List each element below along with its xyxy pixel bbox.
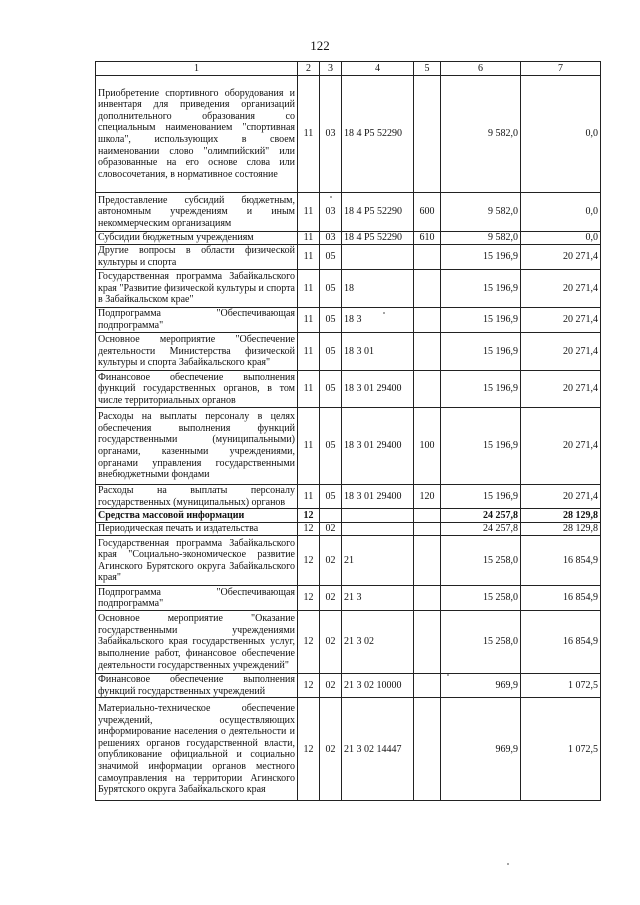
cell-name: Финансовое обеспечение выполнения функций государственных учреждений (96, 674, 298, 698)
cell-name: Государственная программа Забайкальского края "Развитие физической культуры и спорта в Забайкальском крае" (96, 270, 298, 308)
cell-sec: 12 (298, 509, 320, 523)
cell-y2: 20 271,4 (521, 333, 601, 371)
column-header: 7 (521, 62, 601, 76)
page-number: 122 (310, 38, 330, 53)
cell-y1: 15 196,9 (441, 270, 521, 308)
cell-y2: 20 271,4 (521, 485, 601, 509)
table-row (96, 308, 601, 333)
cell-target: 18 4 P5 52290 (342, 76, 414, 193)
cell-y1: 969,9 (441, 674, 521, 698)
cell-type (414, 586, 441, 611)
cell-y1: 969,9 (441, 698, 521, 801)
table-row (96, 193, 601, 232)
budget-table (95, 61, 601, 801)
cell-target: 21 (342, 536, 414, 586)
cell-sec: 11 (298, 333, 320, 371)
cell-sub: 03 (320, 193, 342, 232)
cell-sub: 05 (320, 408, 342, 485)
cell-y2: 28 129,8 (521, 523, 601, 536)
cell-y1: 15 196,9 (441, 308, 521, 333)
cell-sec: 11 (298, 245, 320, 270)
cell-target: 18 3 01 29400 (342, 371, 414, 408)
cell-sec: 11 (298, 76, 320, 193)
cell-y2: 0,0 (521, 193, 601, 232)
cell-sub: 05 (320, 308, 342, 333)
cell-y1: 9 582,0 (441, 232, 521, 245)
table-row (96, 536, 601, 586)
cell-target (342, 509, 414, 523)
cell-sub: 02 (320, 698, 342, 801)
cell-sub: 05 (320, 333, 342, 371)
cell-sec: 12 (298, 586, 320, 611)
cell-y1: 24 257,8 (441, 523, 521, 536)
cell-name: Приобретение спортивного оборудования и инвентаря для приведения организаций дополнительного образования со специальным наименованием "спортивная школа", использующих в своем наименовании слово "олимпийский" или образованные на его основе слова или словосочетания, в нормативное состояние (96, 76, 298, 193)
cell-target: 21 3 02 (342, 611, 414, 674)
cell-name: Средства массовой информации (96, 509, 298, 523)
cell-sub: 05 (320, 270, 342, 308)
cell-type (414, 523, 441, 536)
cell-sub: 05 (320, 485, 342, 509)
cell-type (414, 371, 441, 408)
scan-speck (507, 863, 509, 865)
cell-name: Предоставление субсидий бюджетным, автономным учреждениям и иным некоммерческим организациям (96, 193, 298, 232)
table-row (96, 408, 601, 485)
cell-target: 21 3 02 10000 (342, 674, 414, 698)
table-body (96, 76, 601, 801)
table-row (96, 485, 601, 509)
cell-name: Периодическая печать и издательства (96, 523, 298, 536)
cell-type: 610 (414, 232, 441, 245)
cell-y1: 15 258,0 (441, 611, 521, 674)
cell-y1: 15 196,9 (441, 245, 521, 270)
cell-sub: 02 (320, 586, 342, 611)
cell-sub: 05 (320, 245, 342, 270)
cell-sec: 12 (298, 536, 320, 586)
cell-name: Расходы на выплаты персоналу государственных (муниципальных) органов (96, 485, 298, 509)
cell-sub: 03 (320, 232, 342, 245)
cell-sec: 11 (298, 193, 320, 232)
cell-y2: 20 271,4 (521, 270, 601, 308)
column-number-row (96, 62, 601, 76)
scan-speck (330, 196, 332, 198)
cell-sec: 11 (298, 270, 320, 308)
cell-name: Финансовое обеспечение выполнения функций государственных органов, в том числе территориальных органов (96, 371, 298, 408)
cell-sec: 11 (298, 408, 320, 485)
column-header: 4 (342, 62, 414, 76)
cell-sec: 12 (298, 611, 320, 674)
cell-type (414, 536, 441, 586)
table-row (96, 245, 601, 270)
cell-target: 18 3 01 29400 (342, 485, 414, 509)
cell-y1: 9 582,0 (441, 193, 521, 232)
cell-type (414, 674, 441, 698)
scan-speck (447, 674, 449, 676)
cell-type (414, 270, 441, 308)
cell-y2: 1 072,5 (521, 674, 601, 698)
table-row (96, 698, 601, 801)
cell-y1: 15 196,9 (441, 485, 521, 509)
table-row (96, 674, 601, 698)
cell-target (342, 523, 414, 536)
cell-type (414, 76, 441, 193)
cell-target: 18 (342, 270, 414, 308)
cell-type: 100 (414, 408, 441, 485)
cell-y1: 24 257,8 (441, 509, 521, 523)
table-row (96, 586, 601, 611)
table-row (96, 76, 601, 193)
cell-sub (320, 509, 342, 523)
cell-name: Основное мероприятие "Оказание государственными учреждениями Забайкальского края государственных услуг, выполнение работ, финансовое обеспечение деятельности государственных учреждений" (96, 611, 298, 674)
cell-sec: 11 (298, 232, 320, 245)
cell-name: Подпрограмма "Обеспечивающая подпрограмма" (96, 586, 298, 611)
cell-sub: 02 (320, 523, 342, 536)
cell-y2: 0,0 (521, 232, 601, 245)
table-row (96, 371, 601, 408)
cell-type (414, 245, 441, 270)
cell-sub: 02 (320, 611, 342, 674)
column-header: 5 (414, 62, 441, 76)
cell-type (414, 611, 441, 674)
cell-y2: 20 271,4 (521, 308, 601, 333)
cell-target: 18 4 P5 52290 (342, 193, 414, 232)
cell-sec: 11 (298, 485, 320, 509)
cell-sec: 12 (298, 674, 320, 698)
cell-y2: 16 854,9 (521, 586, 601, 611)
cell-y1: 9 582,0 (441, 76, 521, 193)
cell-y2: 20 271,4 (521, 371, 601, 408)
cell-target: 18 3 01 29400 (342, 408, 414, 485)
cell-target: 18 3 01 (342, 333, 414, 371)
column-header: 1 (96, 62, 298, 76)
cell-sub: 03 (320, 76, 342, 193)
cell-type (414, 308, 441, 333)
cell-y2: 16 854,9 (521, 611, 601, 674)
cell-y2: 16 854,9 (521, 536, 601, 586)
table-row (96, 333, 601, 371)
cell-name: Расходы на выплаты персоналу в целях обеспечения выполнения функций государственными (муниципальными) органами, казенными учреждениями, органами управления государственными внебюджетными фондами (96, 408, 298, 485)
cell-y1: 15 196,9 (441, 408, 521, 485)
cell-sec: 12 (298, 698, 320, 801)
column-header: 6 (441, 62, 521, 76)
cell-sub: 05 (320, 371, 342, 408)
cell-name: Материально-техническое обеспечение учреждений, осуществляющих информирование населения о деятельности и решениях органов государственной власти, опубликование официальной и социально значимой информации органов местного самоуправления на территории Агинского Бурятского округа Забайкальского края (96, 698, 298, 801)
table-row (96, 270, 601, 308)
column-header: 2 (298, 62, 320, 76)
cell-name: Субсидии бюджетным учреждениям (96, 232, 298, 245)
cell-sec: 12 (298, 523, 320, 536)
cell-sec: 11 (298, 371, 320, 408)
column-header: 3 (320, 62, 342, 76)
cell-sec: 11 (298, 308, 320, 333)
cell-target: 21 3 02 14447 (342, 698, 414, 801)
cell-name: Подпрограмма "Обеспечивающая подпрограмма" (96, 308, 298, 333)
cell-target: 18 3 (342, 308, 414, 333)
cell-target: 18 4 P5 52290 (342, 232, 414, 245)
cell-y1: 15 196,9 (441, 333, 521, 371)
cell-y1: 15 196,9 (441, 371, 521, 408)
table-row (96, 232, 601, 245)
cell-type: 120 (414, 485, 441, 509)
scan-speck (383, 312, 385, 314)
table-row (96, 523, 601, 536)
cell-name: Государственная программа Забайкальского края "Социально-экономическое развитие Агинского Бурятского округа Забайкальского края" (96, 536, 298, 586)
cell-y2: 20 271,4 (521, 408, 601, 485)
cell-name: Основное мероприятие "Обеспечение деятельности Министерства физической культуры и спорта Забайкальского края" (96, 333, 298, 371)
table-row (96, 509, 601, 523)
cell-y2: 28 129,8 (521, 509, 601, 523)
cell-target: 21 3 (342, 586, 414, 611)
cell-target (342, 245, 414, 270)
cell-sub: 02 (320, 674, 342, 698)
table-row (96, 611, 601, 674)
cell-type (414, 333, 441, 371)
cell-y2: 1 072,5 (521, 698, 601, 801)
cell-y1: 15 258,0 (441, 536, 521, 586)
cell-y2: 0,0 (521, 76, 601, 193)
cell-sub: 02 (320, 536, 342, 586)
cell-y2: 20 271,4 (521, 245, 601, 270)
cell-type (414, 698, 441, 801)
cell-type: 600 (414, 193, 441, 232)
cell-name: Другие вопросы в области физической культуры и спорта (96, 245, 298, 270)
cell-type (414, 509, 441, 523)
cell-y1: 15 258,0 (441, 586, 521, 611)
